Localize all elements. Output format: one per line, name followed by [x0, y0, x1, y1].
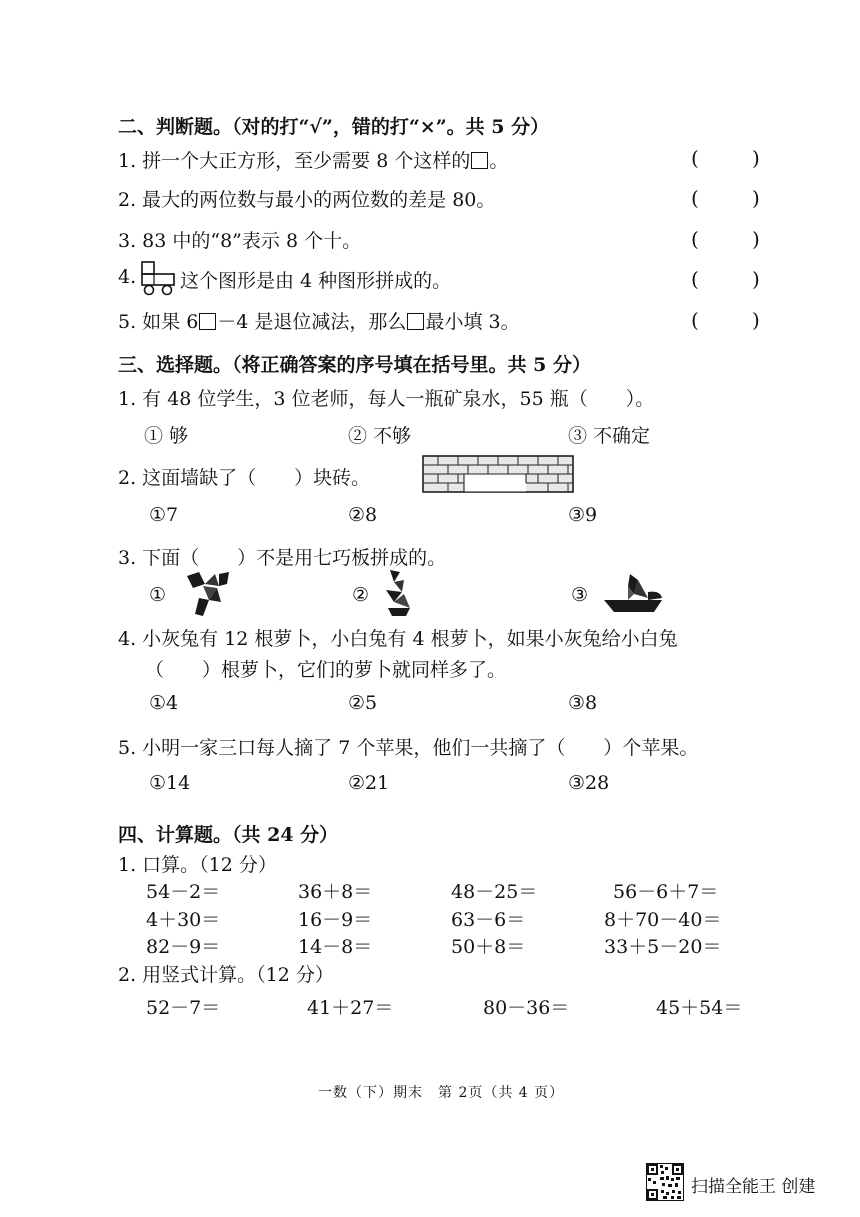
oral-calc-r1-c4: 56－6＋7＝ — [613, 881, 719, 903]
oral-calc-r2-c3: 63－6＝ — [451, 909, 526, 931]
answer-paren-right-5: ) — [752, 308, 760, 332]
answer-paren-left-5: ( — [691, 308, 699, 332]
oral-calc-r3-c2: 14－8＝ — [298, 936, 373, 958]
judge-question-2: 2. 最大的两位数与最小的两位数的差是 80。 — [118, 189, 496, 211]
watermark-text: 扫描全能王 创建 — [691, 1177, 816, 1197]
vertical-calc-title: 2. 用竖式计算。（12 分） — [118, 964, 334, 986]
blank-square-icon — [199, 313, 216, 330]
answer-paren-left-4: ( — [691, 267, 699, 291]
page-footer: 一数（下）期末 第 2页（共 4 页） — [318, 1085, 565, 1101]
judge-question-4-number: 4. — [118, 266, 137, 288]
oral-calc-r3-c3: 50＋8＝ — [451, 936, 526, 958]
answer-paren-left-1: ( — [691, 146, 699, 170]
vertical-calc-4: 45＋54＝ — [656, 997, 743, 1019]
judge-question-1-text: 1. 拼一个大正方形，至少需要 8 个这样的 — [118, 150, 471, 172]
choice-3-option-2[interactable]: ② — [352, 584, 370, 606]
answer-blank-2[interactable] — [705, 186, 749, 212]
choice-5-option-1[interactable]: ①14 — [149, 772, 191, 794]
answer-blank-3[interactable] — [705, 227, 749, 253]
choice-5-option-2[interactable]: ②21 — [348, 772, 390, 794]
choice-1-option-2[interactable]: ② 不够 — [348, 425, 412, 447]
answer-blank-1[interactable] — [705, 146, 749, 172]
cart-shape-icon — [138, 259, 178, 297]
answer-paren-left-2: ( — [691, 186, 699, 210]
oral-calc-r1-c3: 48－25＝ — [451, 881, 538, 903]
small-square-icon — [471, 152, 488, 169]
choice-3-option-1[interactable]: ① — [149, 584, 167, 606]
answer-paren-left-3: ( — [691, 227, 699, 251]
judge-question-1-end: 。 — [489, 150, 509, 172]
answer-paren-right-4: ) — [752, 267, 760, 291]
choice-question-4-line1: 4. 小灰兔有 12 根萝卜，小白兔有 4 根萝卜，如果小灰兔给小白兔 — [118, 628, 678, 650]
judge-question-5 — [118, 307, 520, 334]
choice-1-option-3[interactable]: ③ 不确定 — [568, 425, 651, 447]
judge-question-5-end: 最小填 3。 — [425, 311, 520, 333]
oral-calc-r2-c2: 16－9＝ — [298, 909, 373, 931]
choice-2-option-2[interactable]: ②8 — [348, 504, 378, 526]
tangram-figure-2-icon — [380, 568, 414, 618]
vertical-calc-1: 52－7＝ — [146, 997, 221, 1019]
answer-paren-right-2: ) — [752, 186, 760, 210]
choice-question-4-line2: （ ）根萝卜，它们的萝卜就同样多了。 — [145, 659, 507, 681]
brick-wall-icon — [422, 455, 574, 493]
oral-calc-r1-c1: 54－2＝ — [146, 881, 221, 903]
choice-4-option-1[interactable]: ①4 — [149, 692, 179, 714]
choice-3-option-3[interactable]: ③ — [571, 584, 589, 606]
choice-question-1: 1. 有 48 位学生，3 位老师，每人一瓶矿泉水，55 瓶（ ）。 — [118, 388, 655, 410]
judge-question-5-middle: －4 是退位减法，那么 — [217, 311, 407, 333]
choice-1-option-1[interactable]: ① 够 — [144, 425, 189, 447]
vertical-calc-3: 80－36＝ — [483, 997, 570, 1019]
tangram-figure-3-icon — [602, 572, 664, 614]
oral-calc-r3-c4: 33＋5－20＝ — [604, 936, 722, 958]
choice-4-option-3[interactable]: ③8 — [568, 692, 598, 714]
answer-blank-4[interactable] — [705, 267, 749, 293]
tangram-figure-1-icon — [185, 570, 231, 618]
judge-question-5-start: 5. 如果 6 — [118, 311, 199, 333]
answer-paren-right-3: ) — [752, 227, 760, 251]
oral-calc-r2-c4: 8＋70－40＝ — [604, 909, 722, 931]
choice-question-3: 3. 下面（ ）不是用七巧板拼成的。 — [118, 547, 447, 569]
answer-blank-5[interactable] — [705, 308, 749, 334]
choice-question-2: 2. 这面墙缺了（ ）块砖。 — [118, 467, 371, 489]
section2-title: 二、判断题。（对的打“√”，错的打“×”。共 5 分） — [118, 116, 550, 138]
section4-title: 四、计算题。（共 24 分） — [118, 824, 339, 846]
choice-2-option-3[interactable]: ③9 — [568, 504, 598, 526]
qr-code-icon — [646, 1163, 684, 1201]
oral-calc-r3-c1: 82－9＝ — [146, 936, 221, 958]
vertical-calc-2: 41＋27＝ — [307, 997, 394, 1019]
oral-calc-title: 1. 口算。（12 分） — [118, 854, 277, 876]
judge-question-3: 3. 83 中的“8”表示 8 个十。 — [118, 230, 362, 252]
blank-square-icon — [407, 313, 424, 330]
answer-paren-right-1: ) — [752, 146, 760, 170]
section3-title: 三、选择题。（将正确答案的序号填在括号里。共 5 分） — [118, 354, 591, 376]
choice-5-option-3[interactable]: ③28 — [568, 772, 610, 794]
judge-question-4-text: 这个图形是由 4 种图形拼成的。 — [180, 270, 452, 292]
choice-question-5: 5. 小明一家三口每人摘了 7 个苹果，他们一共摘了（ ）个苹果。 — [118, 737, 699, 759]
oral-calc-r1-c2: 36＋8＝ — [298, 881, 373, 903]
judge-question-1 — [118, 146, 508, 173]
choice-4-option-2[interactable]: ②5 — [348, 692, 378, 714]
choice-2-option-1[interactable]: ①7 — [149, 504, 179, 526]
oral-calc-r2-c1: 4＋30＝ — [146, 909, 221, 931]
